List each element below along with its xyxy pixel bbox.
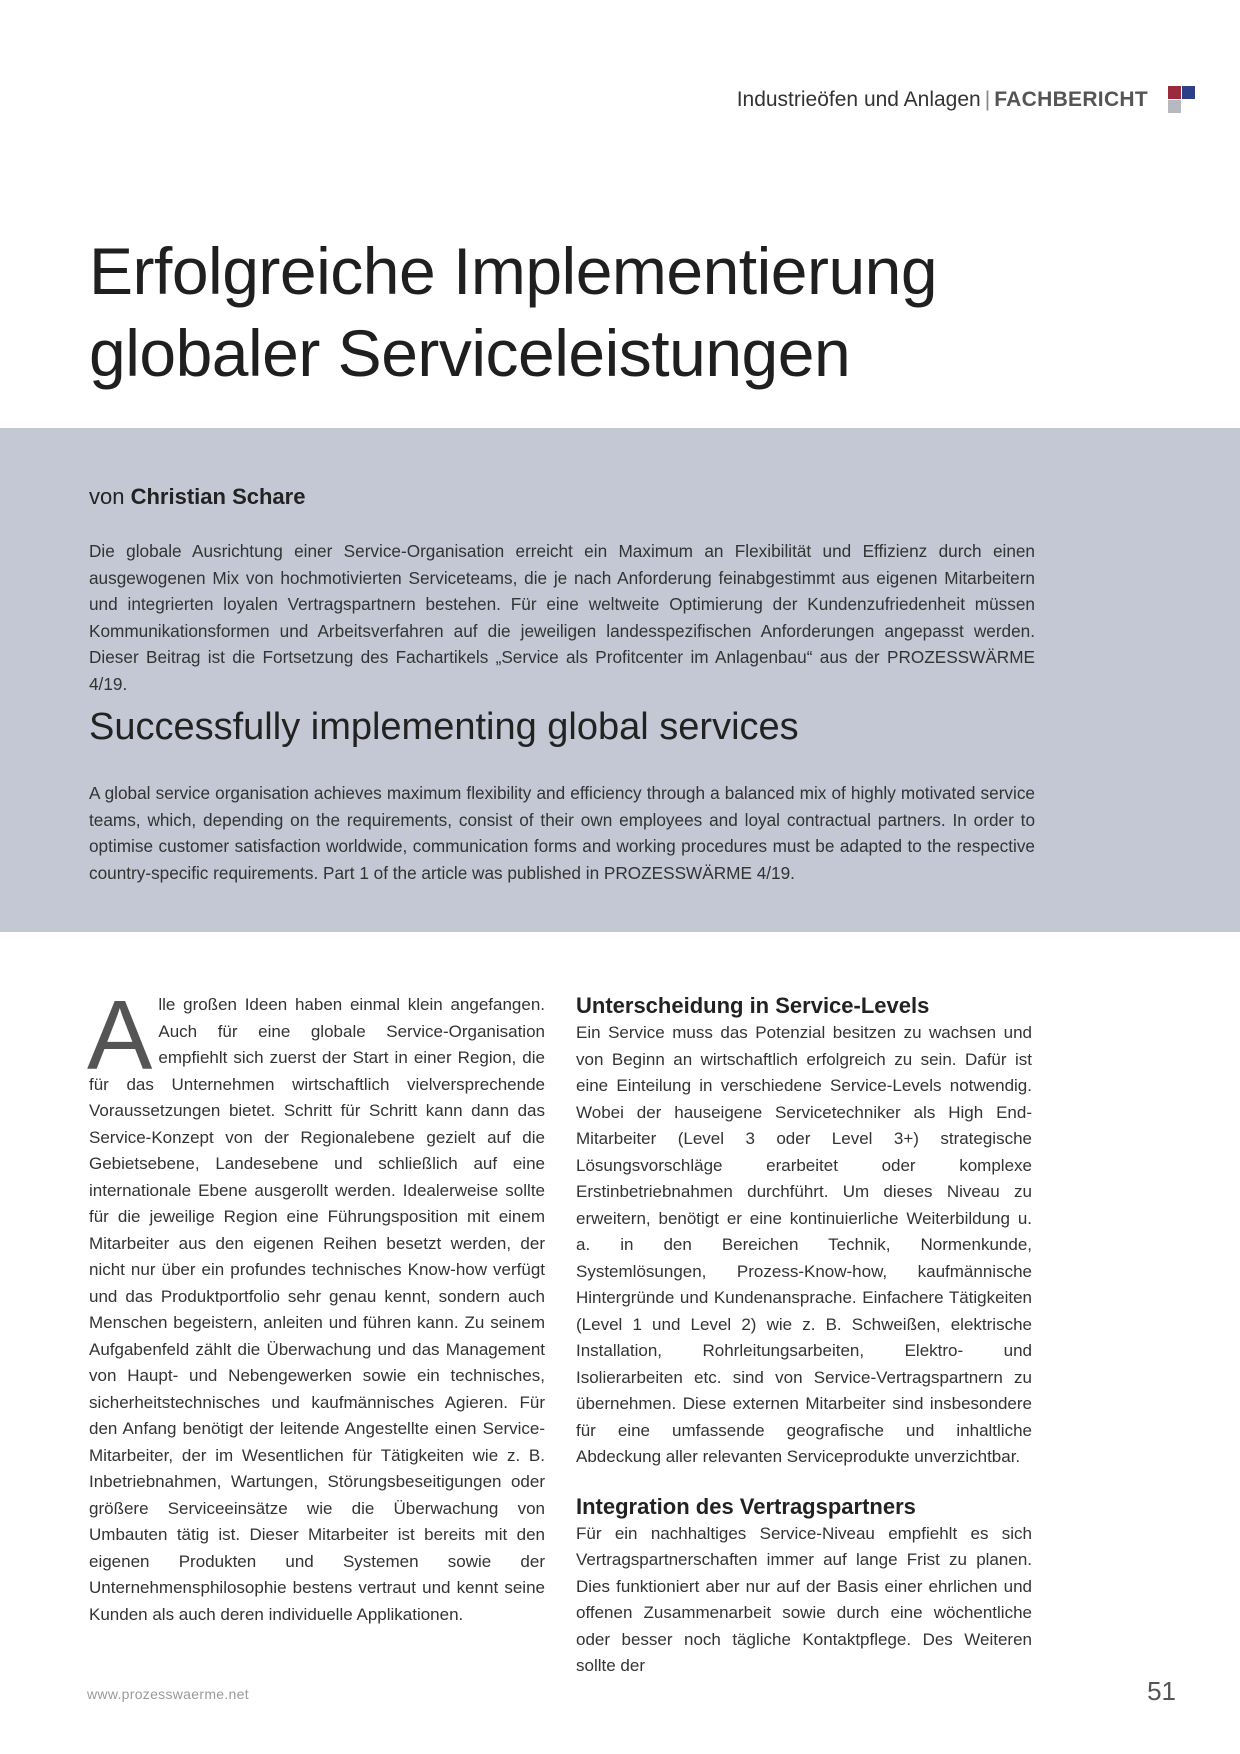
body-column-right (576, 992, 1032, 1680)
header-separator: | (984, 88, 991, 111)
body-paragraph-intro (87, 980, 545, 1628)
section-heading-service-levels: Unterscheidung in Service-Levels (576, 993, 930, 1018)
page-number: 51 (1147, 1676, 1176, 1706)
title-line-2: globaler Serviceleistungen (89, 316, 851, 390)
title-line-1: Erfolgreiche Implementierung (89, 234, 938, 308)
author-name: Christian Schare (130, 484, 306, 509)
body-paragraph-service-levels: Ein Service muss das Potenzial besitzen zu wachsen und von Beginn an wirtschaftlich erfolgreich zu sein. Dafür ist eine Einteilung in verschiedene Service-Levels notwendig. Wobei der hauseigene Servicetechniker als High End-Mitarbeiter (Level 3 oder Level 3+) strategische Lösungsvorschläge erarbeitet oder komplexe Erstinbetriebnahmen durchführt. Um dieses Niveau zu erweitern, benötigt er eine kontinuierliche Weiterbildung u. a. in den Bereichen Technik, Normenkunde, Systemlösungen, Prozess-Know-how, kaufmännische Hintergründe und Kundenansprache. Einfachere Tätigkeiten (Level 1 und Level 2) wie z. B. Schweißen, elektrische Installation, Rohrleitungsarbeiten, Elektro- und Isolierarbeiten etc. sind von Service-Vertragspartnern zu übernehmen. Diese externen Mitarbeiter sind insbesondere für eine umfassende geografische und inhaltliche Abdeckung aller relevanten Serviceprodukte unverzichtbar. (576, 1023, 1032, 1466)
drop-cap: A (87, 980, 153, 1090)
logo-red-square (1168, 86, 1181, 99)
footer-url: www.prozesswaerme.net (87, 1686, 249, 1702)
logo-blue-square (1182, 86, 1195, 99)
running-header (737, 88, 1148, 112)
abstract-german: Die globale Ausrichtung einer Service-Organisation erreicht ein Maximum an Flexibilität und Effizienz durch einen ausgewogenen Mix von hochmotivierten Serviceteams, die je nach Anforderung feinabgestimmt aus eigenen Mitarbeitern und integrierten loyalen Vertragspartnern bestehen. Für eine weltweite Optimierung der Kundenzufriedenheit müssen Kommunikationsformen und Arbeitsverfahren auf die jeweiligen landesspezifischen Anforderungen angepasst werden. Dieser Beitrag ist die Fortsetzung des Fachartikels „Service als Profitcenter im Anlagenbau“ aus der PROZESSWÄRME 4/19. (89, 541, 1035, 694)
logo-grey-square (1168, 100, 1181, 113)
article-title (89, 230, 1149, 394)
intro-text: lle großen Ideen haben einmal klein angefangen. Auch für eine globale Service-Organisation empfiehlt sich zuerst der Start in einer Region, die für das Unternehmen wirtschaftlich vielversprechende Voraussetzungen bietet. Schritt für Schritt kann dann das Service-Konzept von der Regionalebene gezielt auf die Gebietsebene, Landesebene und schließlich auf eine internationale Ebene ausgerollt werden. Idealerweise sollte für die jeweilige Region eine Führungsposition mit einem Mitarbeiter aus den eigenen Reihen besetzt werden, der nicht nur über ein profundes technisches Know-how verfügt und das Produktportfolio sehr genau kennt, sondern auch Menschen begeistern, anleiten und führen kann. Zu seinem Aufgabenfeld zählt die Überwachung und das Management von Haupt- und Nebengewerken sowie ein technisches, sicherheitstechnisches und kaufmännisches Agieren. Für den Anfang benötigt der leitende Angestellte einen Service-Mitarbeiter, der im Wesentlichen für Tätigkeiten wie z. B. Inbetriebnahmen, Wartungen, Störungsbeseitigungen oder größere Serviceeinsätze wie die Überwachung von Umbauten tätig ist. Dieser Mitarbeiter ist bereits mit den eigenen Produkten und Systemen sowie der Unternehmensphilosophie bestens vertraut und kennt seine Kunden als auch deren individuelle Applikationen. (89, 995, 545, 1624)
publisher-logo (1168, 86, 1200, 118)
english-title: Successfully implementing global services (89, 706, 799, 748)
byline (89, 484, 305, 510)
section-heading-contract-partner: Integration des Vertragspartners (576, 1493, 916, 1519)
header-category: Industrieöfen und Anlagen (736, 88, 981, 111)
abstract-english: A global service organisation achieves maximum flexibility and efficiency through a balanced mix of highly motivated service teams, which, depending on the requirements, consist of their own employees and loyal contractual partners. In order to optimise customer satisfaction worldwide, communication forms and working procedures must be adapted to the respective country-specific requirements. Part 1 of the article was published in PROZESSWÄRME 4/19. (89, 783, 1035, 883)
header-section: FACHBERICHT (994, 88, 1148, 111)
body-paragraph-contract-partner: Für ein nachhaltiges Service-Niveau empfiehlt es sich Vertragspartnerschaften immer auf lange Frist zu planen. Dies funktioniert aber nur auf der Basis einer ehrlichen und offenen Zusammenarbeit sowie durch eine wöchentliche oder besser noch tägliche Kontaktpflege. Des Weiteren sollte der (576, 1523, 1032, 1675)
byline-prefix: von (89, 484, 125, 509)
body-column-left (87, 980, 545, 1628)
